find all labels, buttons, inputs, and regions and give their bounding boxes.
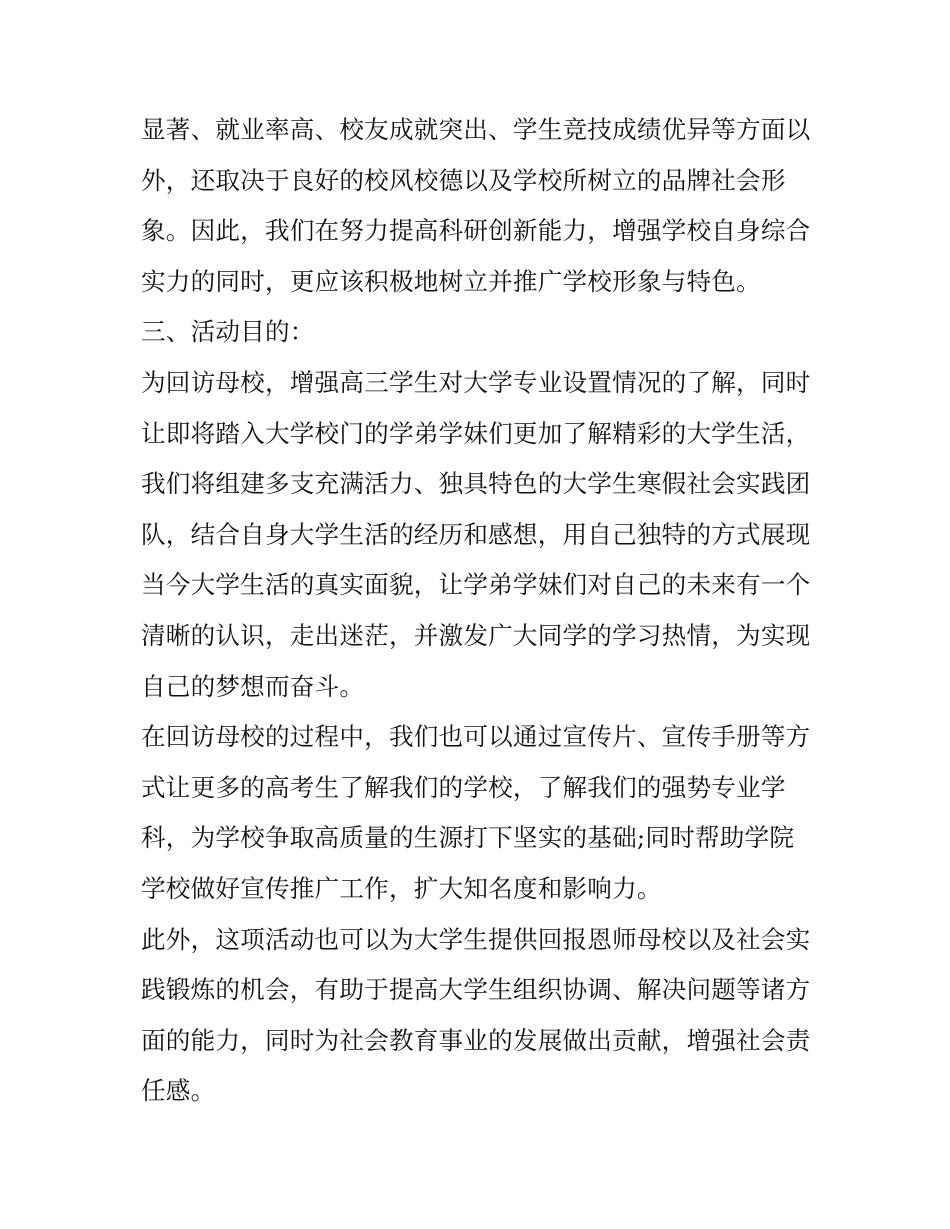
document-body	[141, 105, 816, 1117]
text-line: 此外，这项活动也可以为大学生提供回报恩师母校以及社会实	[141, 924, 811, 954]
text-line: 当今大学生活的真实面貌，让学弟学妹们对自己的未来有一个	[141, 570, 811, 600]
section-heading: 三、活动目的：	[141, 317, 315, 347]
text-line: 践锻炼的机会，有助于提高大学生组织协调、解决问题等诸方	[141, 975, 811, 1005]
text-line: 我们将组建多支充满活力、独具特色的大学生寒假社会实践团	[141, 469, 811, 499]
text-line: 式让更多的高考生了解我们的学校，了解我们的强势专业学	[141, 772, 786, 802]
text-line: 在回访母校的过程中，我们也可以通过宣传片、宣传手册等方	[141, 722, 811, 752]
text-line: 科，为学校争取高质量的生源打下坚实的基础;同时帮助学院	[141, 823, 795, 853]
text-line: 让即将踏入大学校门的学弟学妹们更加了解精彩的大学生活，	[141, 418, 811, 448]
text-line: 学校做好宣传推广工作，扩大知名度和影响力。	[141, 873, 662, 903]
text-line: 清晰的认识，走出迷茫，并激发广大同学的学习热情，为实现	[141, 620, 811, 650]
text-line: 实力的同时，更应该积极地树立并推广学校形象与特色。	[141, 266, 761, 296]
text-line: 面的能力，同时为社会教育事业的发展做出贡献，增强社会责	[141, 1025, 811, 1055]
text-line: 任感。	[141, 1076, 216, 1106]
text-line: 显著、就业率高、校友成就突出、学生竞技成绩优异等方面以	[141, 115, 811, 144]
text-line: 象。因此，我们在努力提高科研创新能力，增强学校自身综合	[141, 216, 811, 246]
text-line: 外，还取决于良好的校风校德以及学校所树立的品牌社会形	[141, 165, 786, 195]
text-line: 自己的梦想而奋斗。	[141, 671, 365, 701]
text-line: 队，结合自身大学生活的经历和感想，用自己独特的方式展现	[141, 519, 811, 549]
text-line: 为回访母校，增强高三学生对大学专业设置情况的了解，同时	[141, 367, 811, 397]
